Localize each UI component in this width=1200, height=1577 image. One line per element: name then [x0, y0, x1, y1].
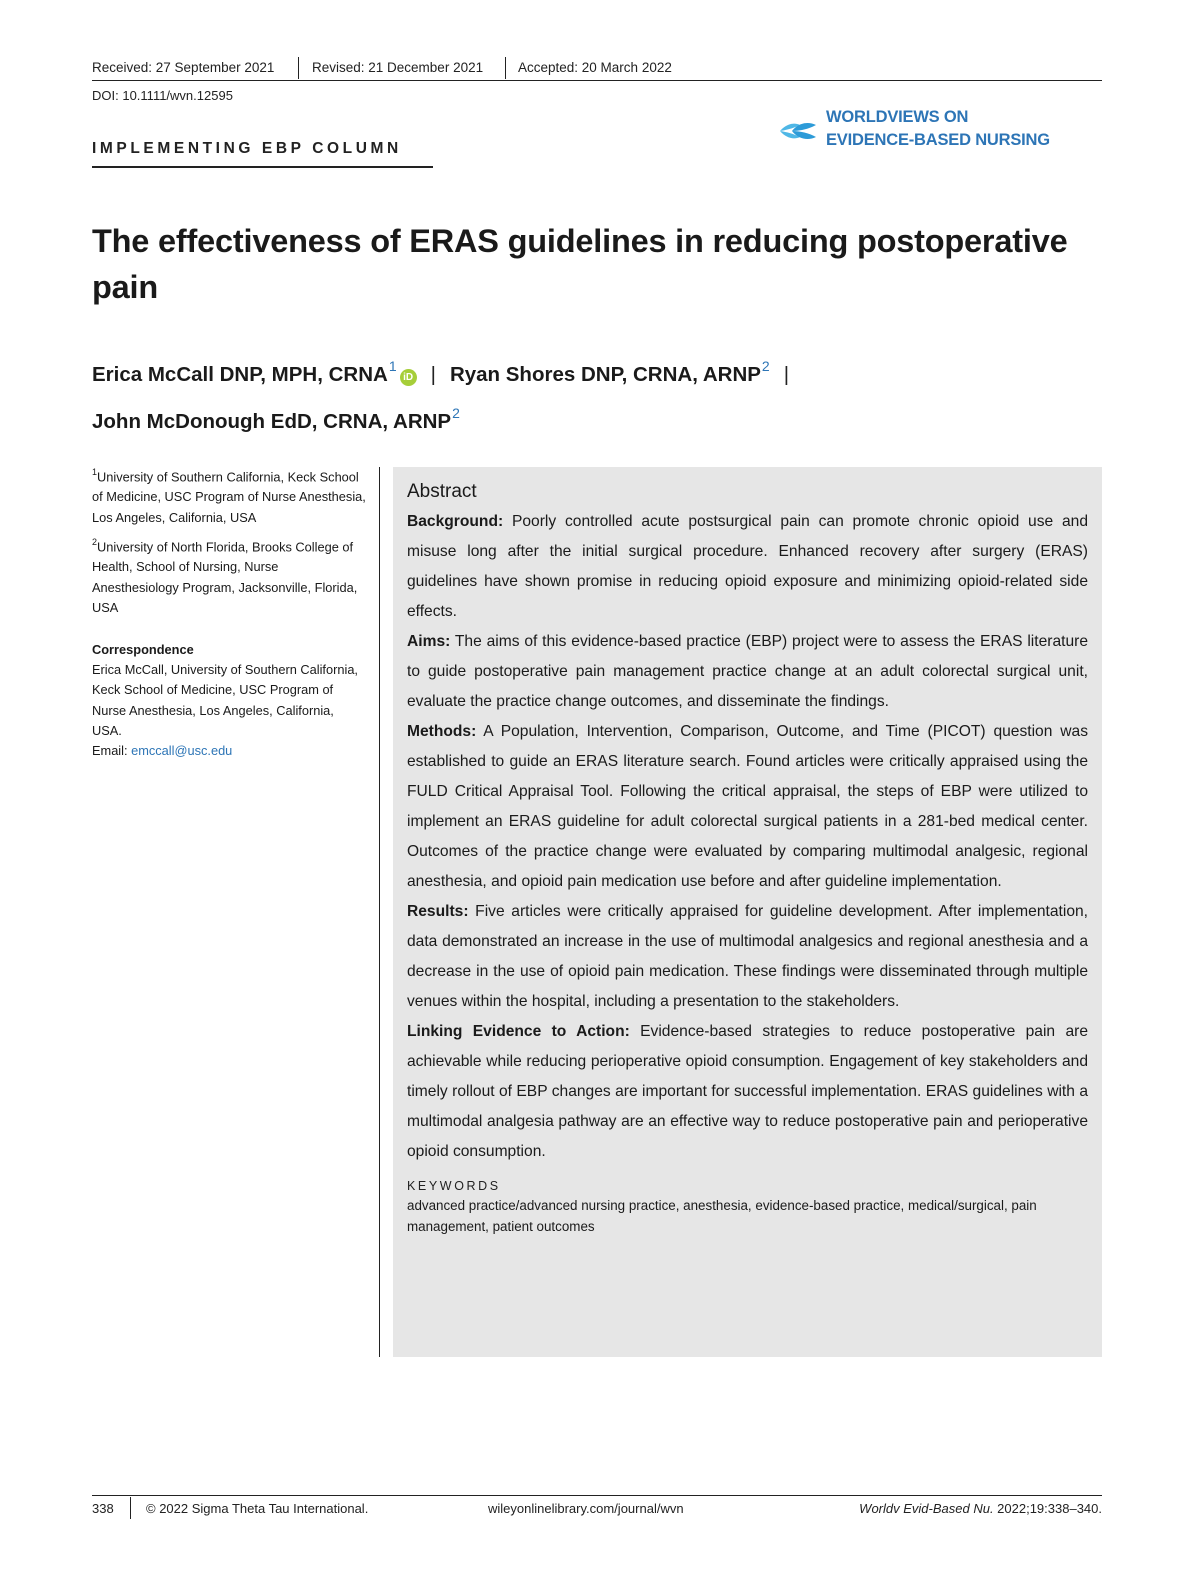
journal-name-line1: WORLDVIEWS ON — [826, 108, 969, 126]
affiliation-number: 1 — [92, 467, 98, 477]
affiliation — [92, 533, 367, 618]
author-separator: | — [783, 362, 790, 386]
abstract-results — [407, 897, 1088, 1017]
footer-rule — [92, 1495, 1102, 1496]
journal-name-line2: EVIDENCE-BASED NURSING — [826, 131, 1050, 149]
affiliation — [92, 463, 367, 528]
page-footer — [92, 1500, 1102, 1520]
keywords-list: advanced practice/advanced nursing practice, anesthesia, evidence-based practice, medical/surgical, pain management, patient outcomes — [407, 1198, 1037, 1234]
affiliation-number: 2 — [92, 536, 98, 547]
abstract-methods — [407, 717, 1088, 897]
publication-dates — [92, 59, 1102, 81]
date-separator — [298, 57, 299, 79]
page-number: 338 — [92, 1501, 114, 1516]
affiliation-text: University of North Florida, Brooks College of Health, School of Nursing, Nurse Anesthesiology Program, Jacksonville, Florida, USA — [92, 539, 358, 615]
section-text: Evidence-based strategies to reduce postoperative pain are achievable while reducing perioperative opioid consumption. Engagement of key stakeholders and timely rollout of EBP changes are important for successful implementation. ERAS guidelines with a multimodal analgesia pathway are an effective way to reduce postoperative pain and perioperative opioid consumption. — [407, 1023, 1088, 1160]
correspondence-email-line — [92, 741, 367, 761]
revised-date: Revised: 21 December 2021 — [312, 60, 484, 75]
author-name[interactable]: John McDonough EdD, CRNA, ARNP — [92, 409, 452, 433]
abstract-aims — [407, 627, 1088, 717]
section-label: Linking Evidence to Action: — [407, 1023, 630, 1040]
citation — [859, 1500, 1102, 1518]
doi[interactable]: DOI: 10.1111/wvn.12595 — [92, 88, 233, 103]
correspondence-text: Erica McCall, University of Southern California, Keck School of Medicine, USC Program of Nurse Anesthesia, Los Angeles, California, USA. — [92, 662, 358, 738]
copyright: © 2022 Sigma Theta Tau International. — [146, 1501, 369, 1516]
column-label-rule — [92, 166, 433, 168]
affiliation-marker[interactable]: 1 — [388, 358, 397, 374]
abstract-linking-evidence — [407, 1017, 1088, 1167]
section-text: The aims of this evidence-based practice (EBP) project were to assess the ERAS literature to guide postoperative pain management practice change at an adult colorectal surgical unit, evaluate the practice change outcomes, and disseminate the findings. — [407, 633, 1088, 710]
affiliations-column — [92, 463, 367, 761]
affiliation-text: University of Southern California, Keck School of Medicine, USC Program of Nurse Anesthesia, Los Angeles, California, USA — [92, 469, 366, 525]
author-name[interactable]: Ryan Shores DNP, CRNA, ARNP — [449, 362, 761, 386]
journal-logo — [778, 108, 1104, 152]
article-title: The effectiveness of ERAS guidelines in reducing postoperative pain — [92, 223, 1068, 305]
citation-volume: 2022;19:338–340. — [993, 1501, 1102, 1516]
author-separator: | — [430, 362, 436, 386]
header-rule — [92, 80, 1102, 81]
section-text: Five articles were critically appraised for guideline development. After implementation, data demonstrated an increase in the use of multimodal analgesics and regional anesthesia and a decrease in the use of opioid pain medication. These findings were disseminated through multiple venues within the hospital, including a presentation to the stakeholders. — [407, 903, 1088, 1010]
date-separator — [505, 57, 506, 79]
section-text: Poorly controlled acute postsurgical pain can promote chronic opioid use and misuse long after the initial surgical procedure. Enhanced recovery after surgery (ERAS) guidelines have shown promise in reducing opioid exposure and minimizing opioid-related side effects. — [407, 513, 1088, 620]
section-label: Results: — [407, 903, 469, 920]
section-text: A Population, Intervention, Comparison, Outcome, and Time (PICOT) question was established to guide an ERAS literature search. Found articles were critically appraised using the FULD Critical Appraisal Tool. Following the critical appraisal, the steps of EBP were utilized to implement an ERAS guideline for adult colorectal surgical patients in a 281-bed medical center. Outcomes of the practice change were evaluated by comparing multimodal analgesic, regional anesthesia, and opioid pain medication use before and after guideline implementation. — [407, 723, 1088, 890]
email-link[interactable]: emccall@usc.edu — [131, 742, 233, 758]
section-label: Background: — [407, 513, 504, 530]
author-list — [92, 348, 1102, 442]
journal-url[interactable]: wileyonlinelibrary.com/journal/wvn — [488, 1501, 684, 1516]
journal-leaf-icon — [778, 116, 818, 146]
correspondence-heading: Correspondence — [92, 641, 194, 657]
column-label: IMPLEMENTING EBP COLUMN — [92, 140, 402, 157]
author-name[interactable]: Erica McCall DNP, MPH, CRNA — [92, 362, 388, 386]
affiliation-marker[interactable]: 2 — [761, 358, 770, 374]
received-date: Received: 27 September 2021 — [92, 60, 275, 75]
section-label: Methods: — [407, 723, 477, 740]
abstract-heading: Abstract — [407, 481, 477, 502]
affiliation-marker[interactable]: 2 — [452, 404, 460, 421]
footer-separator — [130, 1497, 131, 1519]
orcid-icon[interactable]: iD — [400, 369, 417, 386]
accepted-date: Accepted: 20 March 2022 — [518, 60, 672, 75]
section-label: Aims: — [407, 633, 451, 650]
abstract-box — [393, 467, 1102, 1357]
keywords-heading: KEYWORDS — [407, 1179, 501, 1193]
abstract-background — [407, 507, 1088, 627]
email-label: Email: — [92, 742, 132, 758]
journal-abbrev: Worldv Evid-Based Nu. — [859, 1501, 994, 1516]
column-divider — [379, 467, 380, 1357]
